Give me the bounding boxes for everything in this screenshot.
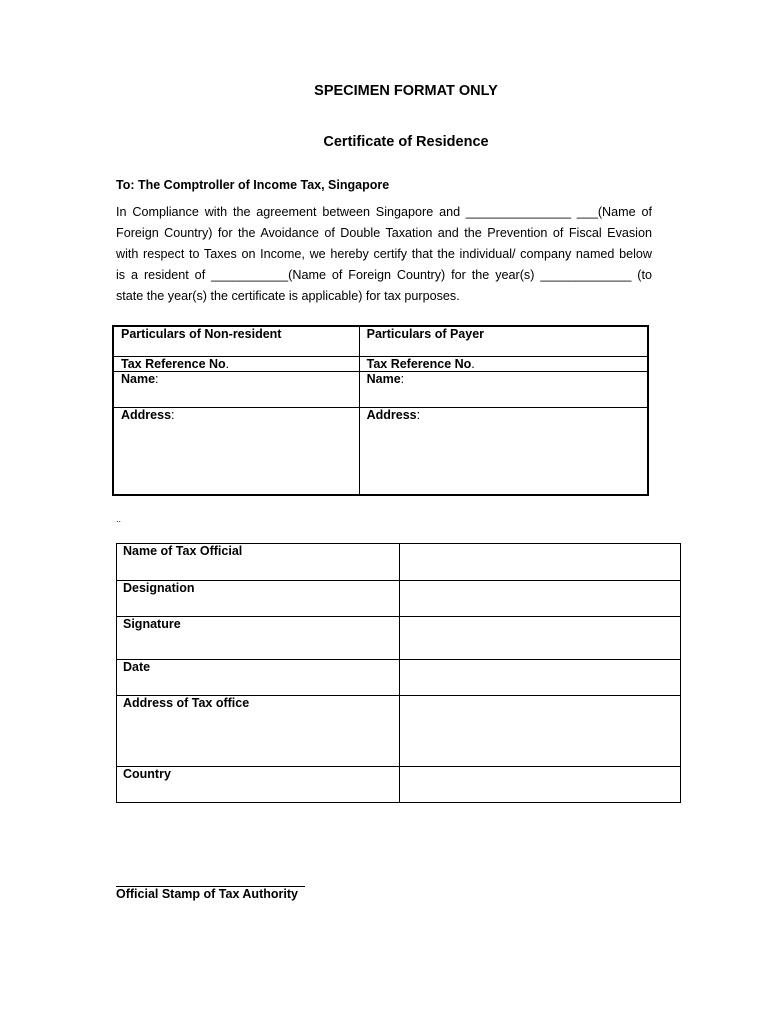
country-label-cell [117,767,400,803]
non-resident-address-cell[interactable]: Address: [113,407,359,495]
payer-tax-ref-label: Tax Reference No [366,356,472,371]
non-resident-header-cell [113,326,359,356]
tax-official-table [116,543,681,803]
designation-label: Designation [123,581,195,595]
non-resident-name-label: Name [121,371,156,386]
payer-header: Particulars of Payer [366,327,485,341]
tax-office-address-value-cell[interactable] [399,696,680,767]
country-label: Country [123,767,171,781]
official-name-value-cell[interactable] [399,544,680,581]
designation-label-cell [117,581,400,617]
date-label-cell [117,660,400,696]
specimen-heading: SPECIMEN FORMAT ONLY [314,83,498,99]
signature-label: Signature [123,617,181,631]
addressee-line: To: The Comptroller of Income Tax, Singapore [116,178,390,192]
tax-office-address-label: Address of Tax office [123,696,250,710]
payer-name-cell[interactable]: Name: [359,371,648,407]
non-resident-header: Particulars of Non-resident [121,327,282,341]
particulars-table [112,325,649,496]
payer-address-cell[interactable]: Address: [359,407,648,495]
stray-marker: .. [116,514,122,524]
designation-value-cell[interactable] [399,581,680,617]
certificate-title: Certificate of Residence [323,134,489,150]
paragraph-line-2: Foreign Country) for the Avoidance of Double Taxation and the Prevention of Fiscal Evasion [116,226,652,240]
compliance-paragraph [116,202,652,307]
payer-header-cell [359,326,648,356]
paragraph-line-5: state the year(s) the certificate is applicable) for tax purposes. [116,289,460,303]
country-value-cell[interactable] [399,767,680,803]
paragraph-line-4: is a resident of ___________(Name of Foreign Country) for the year(s) _____________ (to [116,268,652,282]
non-resident-tax-ref-label: Tax Reference No [121,356,226,371]
tax-office-address-label-cell [117,696,400,767]
non-resident-tax-ref-cell[interactable]: Tax Reference No. [113,356,359,371]
date-value-cell[interactable] [399,660,680,696]
non-resident-address-label: Address [121,407,172,422]
official-name-label: Name of Tax Official [123,544,243,558]
payer-tax-ref-cell[interactable]: Tax Reference No. [359,356,648,371]
official-stamp-label: Official Stamp of Tax Authority [116,887,298,901]
paragraph-line-1: In Compliance with the agreement between Singapore and _______________ ___(Name of [116,205,652,219]
date-label: Date [123,660,151,674]
signature-value-cell[interactable] [399,617,680,660]
non-resident-name-cell[interactable]: Name: [113,371,359,407]
paragraph-line-3: with respect to Taxes on Income, we hereby certify that the individual/ company named below [116,247,652,261]
payer-address-label: Address [366,407,417,422]
signature-label-cell [117,617,400,660]
official-name-label-cell [117,544,400,581]
payer-name-label: Name [366,371,401,386]
